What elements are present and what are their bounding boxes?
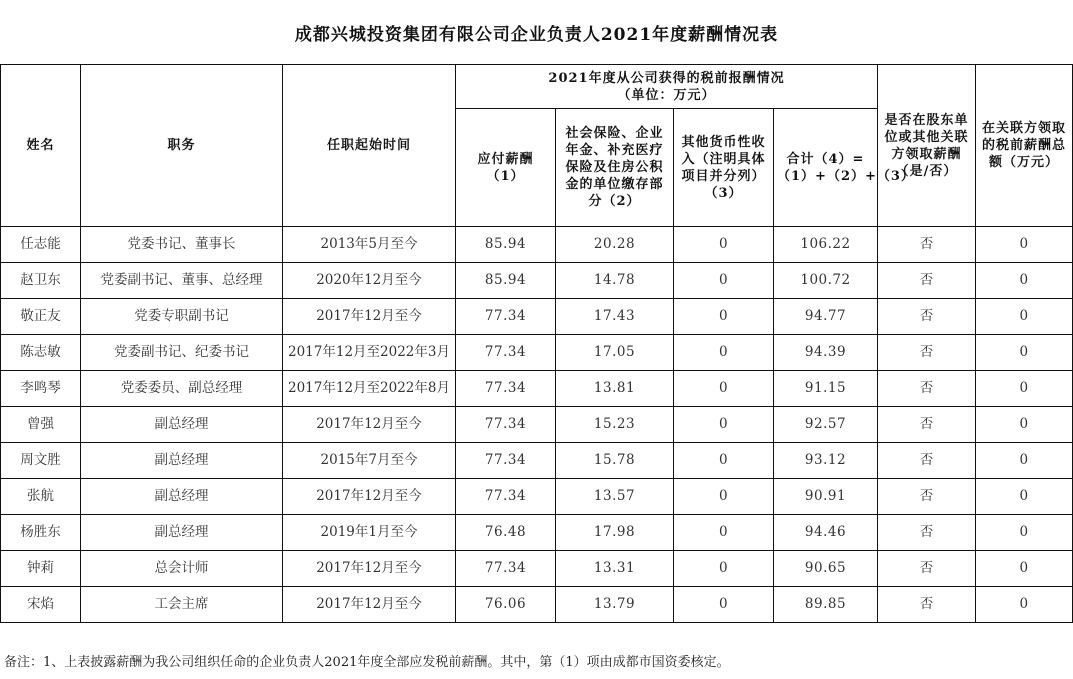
- cell-related-flag: 否: [878, 335, 976, 371]
- cell-related-amount: 0: [976, 227, 1073, 263]
- cell-tenure: 2017年12月至今: [283, 407, 456, 443]
- cell-name: 宋焰: [1, 587, 81, 623]
- header-tenure: 任职起始时间: [283, 65, 456, 227]
- header-related-amount: 在关联方领取的税前薪酬总额（万元）: [976, 65, 1073, 227]
- cell-name: 任志能: [1, 227, 81, 263]
- cell-name: 曾强: [1, 407, 81, 443]
- cell-insurance: 17.05: [556, 335, 674, 371]
- header-payable-line2: （1）: [486, 168, 525, 184]
- header-related-flag: 是否在股东单位或其他关联方领取薪酬（是/否）: [878, 65, 976, 227]
- cell-position: 党委副书记、纪委书记: [81, 335, 283, 371]
- cell-related-flag: 否: [878, 407, 976, 443]
- cell-related-amount: 0: [976, 587, 1073, 623]
- cell-position: 副总经理: [81, 443, 283, 479]
- cell-tenure: 2017年12月至今: [283, 551, 456, 587]
- table-row: [1, 551, 1073, 587]
- table-row: [1, 371, 1073, 407]
- cell-total: 90.91: [774, 479, 878, 515]
- cell-payable: 85.94: [456, 263, 556, 299]
- cell-name: 赵卫东: [1, 263, 81, 299]
- cell-payable: 77.34: [456, 407, 556, 443]
- cell-total: 89.85: [774, 587, 878, 623]
- cell-other-income: 0: [674, 479, 774, 515]
- cell-total: 90.65: [774, 551, 878, 587]
- cell-tenure: 2017年12月至2022年3月: [283, 335, 456, 371]
- cell-insurance: 14.78: [556, 263, 674, 299]
- table-row: [1, 335, 1073, 371]
- cell-related-flag: 否: [878, 479, 976, 515]
- cell-tenure: 2013年5月至今: [283, 227, 456, 263]
- table-row: [1, 515, 1073, 551]
- cell-related-flag: 否: [878, 551, 976, 587]
- cell-related-flag: 否: [878, 515, 976, 551]
- cell-insurance: 17.98: [556, 515, 674, 551]
- cell-related-amount: 0: [976, 551, 1073, 587]
- cell-other-income: 0: [674, 299, 774, 335]
- cell-tenure: 2015年7月至今: [283, 443, 456, 479]
- cell-payable: 76.06: [456, 587, 556, 623]
- table-row: [1, 299, 1073, 335]
- cell-position: 副总经理: [81, 479, 283, 515]
- cell-related-amount: 0: [976, 443, 1073, 479]
- cell-name: 周文胜: [1, 443, 81, 479]
- cell-total: 94.39: [774, 335, 878, 371]
- cell-related-amount: 0: [976, 263, 1073, 299]
- header-payable: [456, 109, 556, 227]
- cell-payable: 77.34: [456, 299, 556, 335]
- cell-insurance: 15.23: [556, 407, 674, 443]
- page-title: 成都兴城投资集团有限公司企业负责人2021年度薪酬情况表: [294, 25, 779, 45]
- cell-total: 91.15: [774, 371, 878, 407]
- cell-related-amount: 0: [976, 335, 1073, 371]
- cell-position: 党委书记、董事长: [81, 227, 283, 263]
- cell-payable: 77.34: [456, 443, 556, 479]
- cell-insurance: 13.31: [556, 551, 674, 587]
- table-row: [1, 227, 1073, 263]
- cell-insurance: 17.43: [556, 299, 674, 335]
- cell-position: 党委副书记、董事、总经理: [81, 263, 283, 299]
- cell-total: 94.77: [774, 299, 878, 335]
- cell-total: 94.46: [774, 515, 878, 551]
- cell-related-flag: 否: [878, 299, 976, 335]
- cell-total: 92.57: [774, 407, 878, 443]
- cell-related-amount: 0: [976, 299, 1073, 335]
- header-insurance: 社会保险、企业年金、补充医疗保险及住房公积金的单位缴存部分（2）: [556, 109, 674, 227]
- cell-name: 敬正友: [1, 299, 81, 335]
- header-other-income: 其他货币性收入（注明具体项目并分列）（3）: [674, 109, 774, 227]
- cell-position: 总会计师: [81, 551, 283, 587]
- cell-total: 100.72: [774, 263, 878, 299]
- cell-other-income: 0: [674, 515, 774, 551]
- cell-related-amount: 0: [976, 515, 1073, 551]
- header-pretax-group: [456, 65, 878, 109]
- table-row: [1, 587, 1073, 623]
- cell-other-income: 0: [674, 443, 774, 479]
- cell-name: 陈志敏: [1, 335, 81, 371]
- cell-tenure: 2017年12月至今: [283, 479, 456, 515]
- cell-other-income: 0: [674, 551, 774, 587]
- cell-payable: 77.34: [456, 551, 556, 587]
- cell-related-flag: 否: [878, 227, 976, 263]
- cell-related-amount: 0: [976, 371, 1073, 407]
- cell-payable: 85.94: [456, 227, 556, 263]
- cell-other-income: 0: [674, 407, 774, 443]
- cell-payable: 77.34: [456, 371, 556, 407]
- cell-related-flag: 否: [878, 371, 976, 407]
- cell-related-flag: 否: [878, 443, 976, 479]
- cell-tenure: 2017年12月至今: [283, 299, 456, 335]
- cell-related-amount: 0: [976, 407, 1073, 443]
- cell-insurance: 15.78: [556, 443, 674, 479]
- cell-name: 杨胜东: [1, 515, 81, 551]
- header-payable-line1: 应付薪酬: [477, 151, 534, 167]
- cell-insurance: 13.57: [556, 479, 674, 515]
- cell-other-income: 0: [674, 587, 774, 623]
- header-name: 姓名: [1, 65, 81, 227]
- cell-tenure: 2020年12月至今: [283, 263, 456, 299]
- cell-name: 钟莉: [1, 551, 81, 587]
- table-row: [1, 407, 1073, 443]
- compensation-table: [0, 64, 1073, 623]
- cell-position: 党委委员、副总经理: [81, 371, 283, 407]
- cell-related-flag: 否: [878, 263, 976, 299]
- table-row: [1, 443, 1073, 479]
- header-pretax-group-line1: 2021年度从公司获得的税前报酬情况: [548, 70, 785, 86]
- header-position: 职务: [81, 65, 283, 227]
- cell-position: 副总经理: [81, 515, 283, 551]
- cell-position: 党委专职副书记: [81, 299, 283, 335]
- cell-tenure: 2017年12月至今: [283, 587, 456, 623]
- cell-total: 93.12: [774, 443, 878, 479]
- cell-insurance: 13.81: [556, 371, 674, 407]
- cell-insurance: 20.28: [556, 227, 674, 263]
- cell-other-income: 0: [674, 335, 774, 371]
- footnote: 备注：1、上表披露薪酬为我公司组织任命的企业负责人2021年度全部应发税前薪酬。其中，第（1）项由成都市国资委核定。: [4, 655, 730, 670]
- cell-related-flag: 否: [878, 587, 976, 623]
- cell-payable: 77.34: [456, 335, 556, 371]
- cell-total: 106.22: [774, 227, 878, 263]
- cell-name: 李鸣琴: [1, 371, 81, 407]
- cell-related-amount: 0: [976, 479, 1073, 515]
- cell-position: 工会主席: [81, 587, 283, 623]
- cell-payable: 77.34: [456, 479, 556, 515]
- cell-name: 张航: [1, 479, 81, 515]
- table-row: [1, 479, 1073, 515]
- cell-payable: 76.48: [456, 515, 556, 551]
- cell-tenure: 2019年1月至今: [283, 515, 456, 551]
- header-pretax-group-line2: （单位：万元）: [617, 87, 716, 103]
- table-row: [1, 263, 1073, 299]
- cell-other-income: 0: [674, 371, 774, 407]
- cell-insurance: 13.79: [556, 587, 674, 623]
- cell-other-income: 0: [674, 227, 774, 263]
- cell-other-income: 0: [674, 263, 774, 299]
- cell-tenure: 2017年12月至2022年8月: [283, 371, 456, 407]
- cell-position: 副总经理: [81, 407, 283, 443]
- header-total: 合计（4）=（1）+（2）+（3）: [774, 109, 878, 227]
